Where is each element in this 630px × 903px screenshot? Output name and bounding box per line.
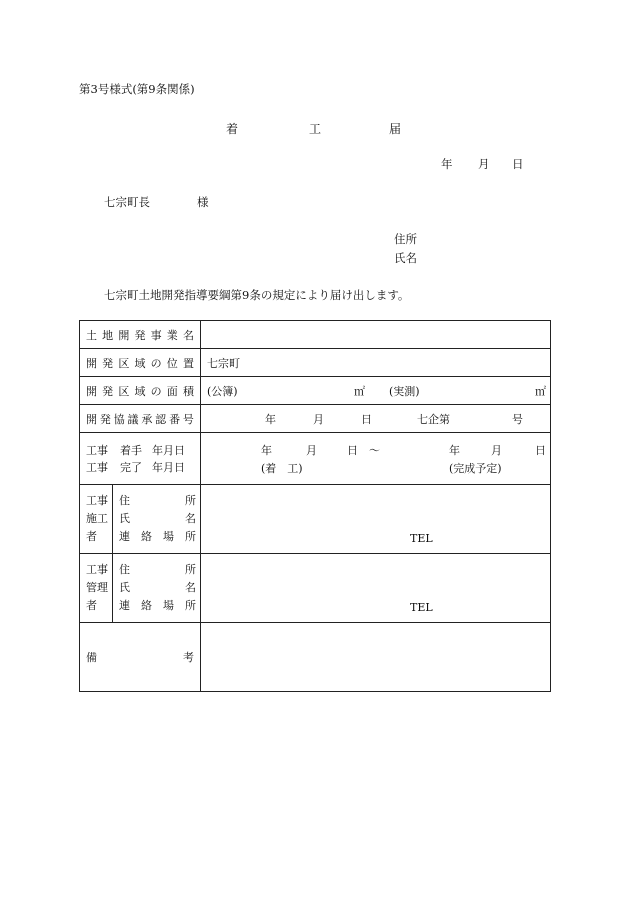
table-row-location [80,349,551,377]
table-row-dates [80,433,551,485]
label-approval-number: 開 発 協 議 承 認 番 号 [80,405,201,433]
area-unit-1: ㎡ [354,384,365,398]
end-month: 月 [491,444,502,457]
approval-day: 日 [361,412,372,426]
area-measured-label: (実測) [389,384,420,398]
table-row-business-name [80,321,551,349]
start-day: 日 [347,444,358,457]
applicant-name-label: 氏名 [394,251,417,265]
end-year: 年 [449,444,460,457]
label-contractor-fields: 住 所 氏 名 連 絡 場 所 [113,485,201,554]
supervisor-field[interactable] [201,554,551,623]
approval-year: 年 [265,412,276,426]
table-row-remarks [80,623,551,692]
approval-number-field[interactable] [201,405,551,433]
table-row-approval [80,405,551,433]
label-contractor-group: 工事 施工 者 [80,485,113,554]
addressee [104,194,209,210]
title-char-2: 工 [309,122,322,136]
start-month: 月 [306,444,317,457]
date-year: 年 [441,157,453,171]
label-remarks: 備 考 [80,623,201,692]
label-supervisor-group: 工事 管理 者 [80,554,113,623]
approval-prefix: 七企第 [417,412,450,426]
area-registry-label: (公簿) [207,384,238,398]
supervisor-tel-label: TEL [410,601,433,614]
notification-table [79,320,551,692]
date-day: 日 [512,157,524,171]
label-supervisor-fields: 住 所 氏 名 連 絡 場 所 [113,554,201,623]
start-year: 年 [261,444,272,457]
end-note: (完成予定) [449,462,502,475]
statement: 七宗町土地開発指導要綱第9条の規定により届け出します。 [104,288,410,302]
title-char-1: 着 [226,122,239,136]
addressee-honorific: 様 [197,195,209,209]
remarks-field[interactable] [201,623,551,692]
date-month: 月 [478,157,490,171]
dates-field[interactable] [201,433,551,485]
date-range-tilde: 〜 [369,444,380,457]
approval-suffix: 号 [512,412,523,426]
label-area: 開 発 区 域 の 面 積 [80,377,201,405]
table-row-area [80,377,551,405]
document-title [0,120,630,136]
business-name-field[interactable] [201,321,551,349]
location-value: 七宗町 [207,356,240,370]
label-dates: 工事 着手 年月日 工事 完了 年月日 [80,433,201,485]
contractor-tel-label: TEL [410,532,433,545]
contractor-field[interactable] [201,485,551,554]
form-number: 第3号様式(第9条関係) [79,82,195,96]
area-unit-2: ㎡ [535,384,546,398]
table-row-contractor [80,485,551,554]
applicant-address-label: 住所 [394,232,417,246]
approval-month: 月 [313,412,324,426]
addressee-name: 七宗町長 [104,195,150,209]
table-row-supervisor [80,554,551,623]
label-location: 開 発 区 域 の 位 置 [80,349,201,377]
location-field[interactable] [201,349,551,377]
end-day: 日 [535,444,546,457]
area-field[interactable] [201,377,551,405]
title-char-3: 届 [389,122,402,136]
label-business-name: 土 地 開 発 事 業 名 [80,321,201,349]
start-note: (着 工) [261,462,303,475]
